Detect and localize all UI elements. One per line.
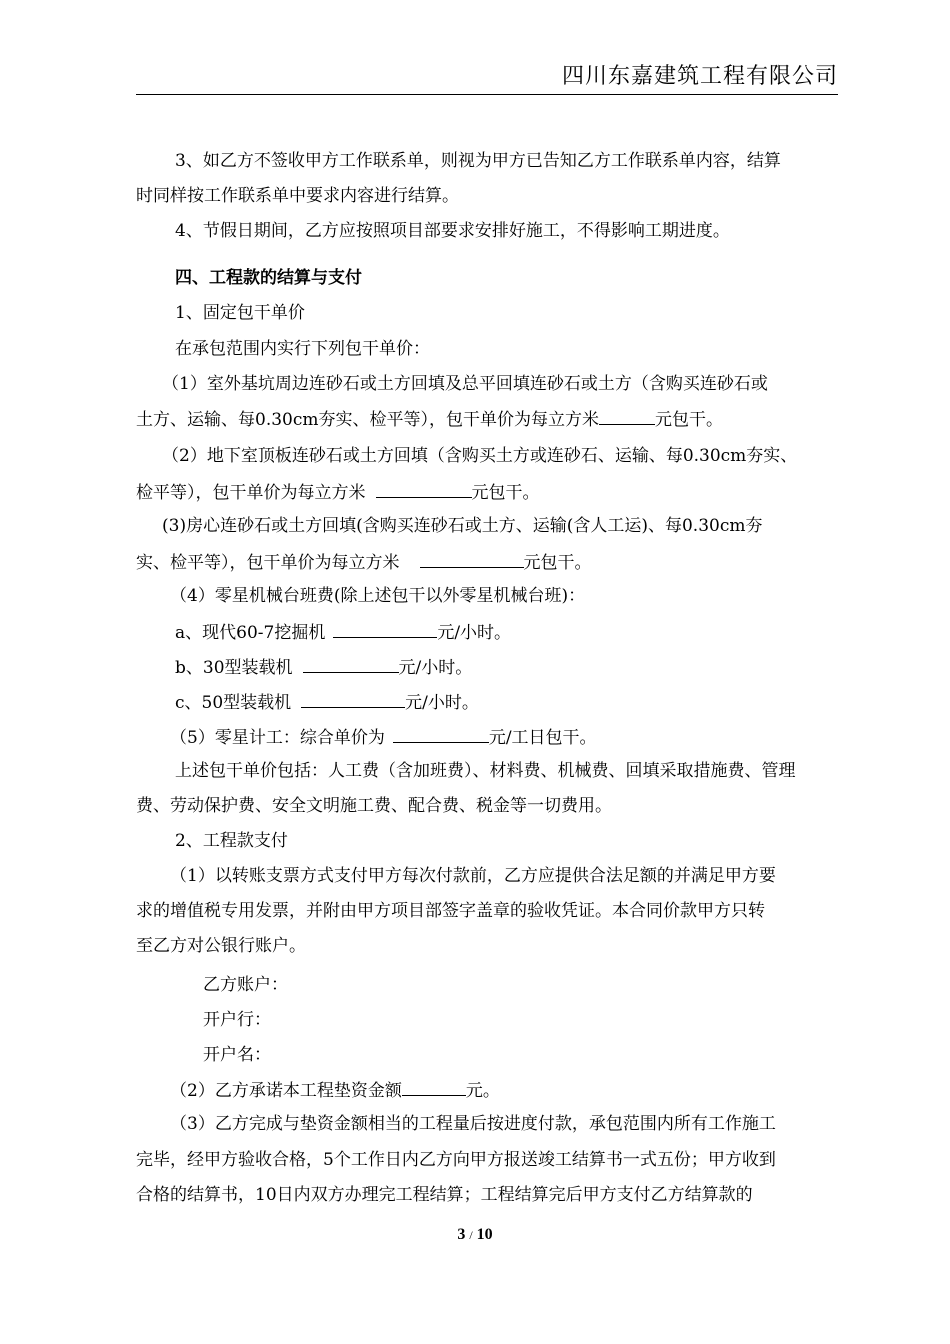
machine-rate-line xyxy=(175,654,472,680)
line-text: 元。 xyxy=(465,1081,500,1101)
fill-in-blank xyxy=(402,1077,466,1096)
line-text: 元/小时。 xyxy=(398,658,473,678)
paragraph-line: 3、如乙方不签收甲方工作联系单，则视为甲方已告知乙方工作联系单内容，结算 xyxy=(175,151,781,171)
paragraph-line: 在承包范围内实行下列包干单价： xyxy=(175,339,430,359)
line-text: 实、检平等），包干单价为每立方米 xyxy=(136,553,400,573)
account-label: 乙方账户： xyxy=(203,975,288,995)
account-name-label: 开户名： xyxy=(203,1045,271,1065)
bank-label: 开户行： xyxy=(203,1010,271,1030)
machine-rate-line xyxy=(175,689,479,715)
paragraph-line: （3）乙方完成与垫资金额相当的工程量后按进度付款，承包范围内所有工作施工 xyxy=(170,1114,776,1134)
paragraph-line: （4）零星机械台班费(除上述包干以外零星机械台班)： xyxy=(170,586,586,606)
line-text: 元/小时。 xyxy=(437,623,512,643)
page-separator: / xyxy=(469,1228,473,1242)
line-text: 元包干。 xyxy=(523,553,592,573)
line-text: c、50型装载机 xyxy=(175,693,292,713)
company-name: 四川东嘉建筑工程有限公司 xyxy=(561,64,838,89)
line-text: 元/工日包干。 xyxy=(488,728,597,748)
subsection-title: 1、固定包干单价 xyxy=(175,303,305,323)
line-text: 元包干。 xyxy=(471,483,540,503)
paragraph-line: 求的增值税专用发票，并附由甲方项目部签字盖章的验收凭证。本合同价款甲方只转 xyxy=(136,901,765,921)
paragraph-line xyxy=(170,724,597,750)
line-text: a、现代60-7挖掘机 xyxy=(175,623,326,643)
paragraph-line: 时同样按工作联系单中要求内容进行结算。 xyxy=(136,186,459,206)
line-text: （2）乙方承诺本工程垫资金额 xyxy=(170,1081,402,1101)
paragraph-line: 完毕，经甲方验收合格，5个工作日内乙方向甲方报送竣工结算书一式五份；甲方收到 xyxy=(136,1150,776,1170)
paragraph-line: 合格的结算书，10日内双方办理完工程结算；工程结算完后甲方支付乙方结算款的 xyxy=(136,1185,753,1205)
paragraph-line xyxy=(136,479,540,505)
machine-rate-line xyxy=(175,619,511,645)
paragraph-line xyxy=(136,406,723,432)
page-header xyxy=(136,60,838,95)
paragraph-line xyxy=(170,1077,500,1103)
paragraph-line: （1）室外基坑周边连砂石或土方回填及总平回填连砂石或土方（含购买连砂石或 xyxy=(162,374,768,394)
line-text: （5）零星计工：综合单价为 xyxy=(170,728,385,748)
paragraph-line: （1）以转账支票方式支付甲方每次付款前，乙方应提供合法足额的并满足甲方要 xyxy=(170,866,776,886)
line-text: 土方、运输、每0.30cm夯实、检平等），包干单价为每立方米 xyxy=(136,410,599,430)
paragraph-line: 上述包干单价包括：人工费（含加班费）、材料费、机械费、回填采取措施费、管理 xyxy=(175,761,796,781)
section-heading: 四、工程款的结算与支付 xyxy=(175,268,362,288)
fill-in-blank xyxy=(303,654,399,673)
line-text: b、30型装载机 xyxy=(175,658,293,678)
fill-in-blank xyxy=(420,549,524,568)
paragraph-line: 至乙方对公银行账户。 xyxy=(136,936,306,956)
total-pages: 10 xyxy=(476,1226,493,1243)
paragraph-line: 4、节假日期间，乙方应按照项目部要求安排好施工，不得影响工期进度。 xyxy=(175,221,730,241)
subsection-title: 2、工程款支付 xyxy=(175,831,288,851)
fill-in-blank xyxy=(301,689,405,708)
fill-in-blank xyxy=(393,724,489,743)
current-page: 3 xyxy=(457,1226,466,1243)
paragraph-line: (3)房心连砂石或土方回填(含购买连砂石或土方、运输(含人工运)、每0.30cm夯 xyxy=(162,516,763,536)
fill-in-blank xyxy=(333,619,437,638)
paragraph-line: （2）地下室顶板连砂石或土方回填（含购买土方或连砂石、运输、每0.30cm夯实、 xyxy=(162,446,798,466)
paragraph-line: 费、劳动保护费、安全文明施工费、配合费、税金等一切费用。 xyxy=(136,796,612,816)
page-number xyxy=(0,1226,950,1244)
paragraph-line xyxy=(136,549,592,575)
line-text: 检平等），包干单价为每立方米 xyxy=(136,483,366,503)
fill-in-blank xyxy=(599,406,655,425)
fill-in-blank xyxy=(376,479,472,498)
line-text: 元/小时。 xyxy=(405,693,479,713)
line-text: 元包干。 xyxy=(655,410,723,430)
